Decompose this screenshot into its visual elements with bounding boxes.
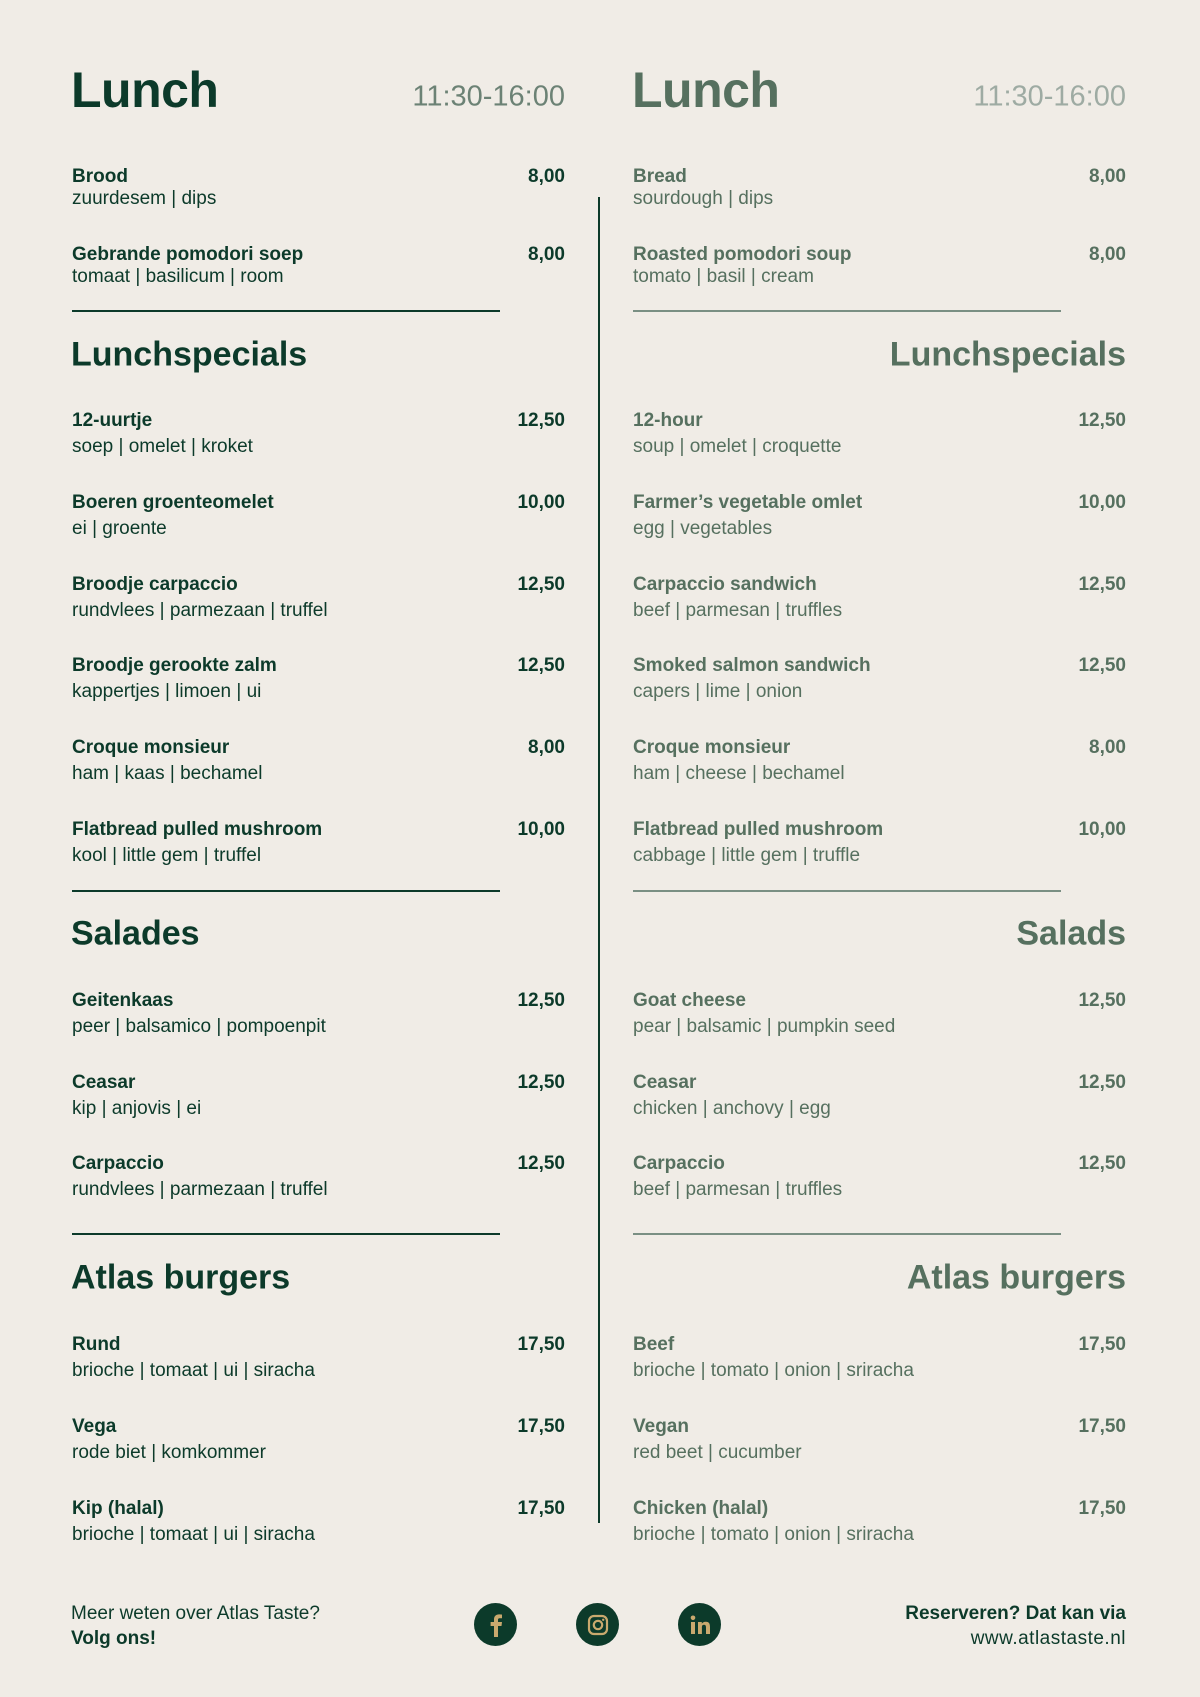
section-heading: Lunchspecials (889, 335, 1126, 374)
item-name: Broodje gerookte zalm (72, 655, 277, 676)
item-name: Brood (72, 166, 128, 187)
item-price: 8,00 (1089, 166, 1126, 187)
item-description: pear | balsamic | pumpkin seed (633, 1016, 896, 1037)
item-description: ham | cheese | bechamel (633, 763, 845, 784)
item-name: Broodje carpaccio (72, 574, 238, 595)
item-name: Carpaccio sandwich (633, 574, 817, 595)
section-heading: Atlas burgers (71, 1258, 291, 1297)
item-name: Croque monsieur (72, 737, 230, 758)
item-name: 12-uurtje (72, 410, 153, 431)
item-price: 12,50 (517, 410, 565, 431)
item-description: cabbage | little gem | truffle (633, 845, 861, 866)
footer-follow-text: Meer weten over Atlas Taste? (71, 1603, 320, 1624)
item-name: Smoked salmon sandwich (633, 655, 871, 676)
item-name: Ceasar (633, 1072, 697, 1093)
item-description: ham | kaas | bechamel (72, 763, 263, 784)
item-name: Flatbread pulled mushroom (633, 819, 884, 840)
item-name: Goat cheese (633, 990, 746, 1011)
item-description: chicken | anchovy | egg (633, 1098, 831, 1119)
item-price: 8,00 (1089, 244, 1126, 265)
item-name: Beef (633, 1334, 675, 1355)
item-description: egg | vegetables (633, 518, 773, 539)
item-price: 17,50 (517, 1498, 565, 1519)
item-name: Chicken (halal) (633, 1498, 769, 1519)
footer-reserve (905, 1601, 1126, 1651)
item-name: Gebrande pomodori soep (72, 244, 304, 265)
item-price: 8,00 (528, 166, 565, 187)
item-name: Flatbread pulled mushroom (72, 819, 323, 840)
item-price: 12,50 (517, 574, 565, 595)
item-price: 12,50 (1078, 574, 1126, 595)
item-description: rundvlees | parmezaan | truffel (72, 600, 328, 621)
section-heading: Salades (71, 914, 200, 953)
item-name: Geitenkaas (72, 990, 174, 1011)
item-price: 12,50 (1078, 990, 1126, 1011)
linkedin-button[interactable] (678, 1603, 721, 1646)
item-description: tomato | basil | cream (633, 266, 814, 287)
item-name: Vegan (633, 1416, 689, 1437)
item-description: sourdough | dips (633, 188, 774, 209)
facebook-button[interactable] (474, 1603, 517, 1646)
section-heading: Atlas burgers (906, 1258, 1126, 1297)
item-price: 17,50 (1078, 1498, 1126, 1519)
item-description: soup | omelet | croquette (633, 436, 842, 457)
item-name: Ceasar (72, 1072, 136, 1093)
menu-title: Lunch (632, 62, 780, 118)
section-rule (633, 310, 1061, 312)
item-description: brioche | tomato | onion | sriracha (633, 1524, 914, 1545)
footer-follow (71, 1601, 320, 1651)
item-price: 8,00 (528, 737, 565, 758)
item-price: 8,00 (1089, 737, 1126, 758)
item-price: 17,50 (517, 1416, 565, 1437)
opening-hours: 11:30-16:00 (973, 80, 1126, 113)
item-description: red beet | cucumber (633, 1442, 802, 1463)
section-rule (72, 1233, 500, 1235)
opening-hours: 11:30-16:00 (412, 80, 565, 113)
item-name: Bread (633, 166, 687, 187)
item-description: brioche | tomato | onion | sriracha (633, 1360, 914, 1381)
item-price: 12,50 (517, 655, 565, 676)
item-name: Croque monsieur (633, 737, 791, 758)
item-name: Carpaccio (633, 1153, 725, 1174)
column-divider (598, 197, 600, 1523)
item-name: Boeren groenteomelet (72, 492, 274, 513)
item-name: Vega (72, 1416, 117, 1437)
section-rule (72, 310, 500, 312)
item-name: 12-hour (633, 410, 703, 431)
linkedin-icon (688, 1613, 712, 1637)
item-price: 17,50 (1078, 1334, 1126, 1355)
footer-website-link[interactable]: www.atlastaste.nl (970, 1628, 1126, 1649)
section-rule (72, 890, 500, 892)
footer-reserve-text: Reserveren? Dat kan via (905, 1603, 1126, 1624)
item-price: 10,00 (517, 819, 565, 840)
item-price: 12,50 (1078, 1072, 1126, 1093)
item-description: rode biet | komkommer (72, 1442, 266, 1463)
item-description: brioche | tomaat | ui | siracha (72, 1360, 315, 1381)
item-name: Carpaccio (72, 1153, 164, 1174)
item-price: 10,00 (1078, 819, 1126, 840)
item-description: beef | parmesan | truffles (633, 1179, 843, 1200)
item-description: zuurdesem | dips (72, 188, 217, 209)
item-price: 12,50 (517, 1153, 565, 1174)
item-name: Roasted pomodori soup (633, 244, 852, 265)
section-rule (633, 890, 1061, 892)
instagram-icon (586, 1613, 610, 1637)
instagram-button[interactable] (576, 1603, 619, 1646)
item-description: kip | anjovis | ei (72, 1098, 202, 1119)
section-heading: Lunchspecials (71, 335, 308, 374)
item-description: brioche | tomaat | ui | siracha (72, 1524, 315, 1545)
section-rule (633, 1233, 1061, 1235)
item-price: 8,00 (528, 244, 565, 265)
item-description: beef | parmesan | truffles (633, 600, 843, 621)
item-price: 10,00 (1078, 492, 1126, 513)
item-name: Rund (72, 1334, 121, 1355)
item-description: capers | lime | onion (633, 681, 803, 702)
item-description: rundvlees | parmezaan | truffel (72, 1179, 328, 1200)
item-price: 10,00 (517, 492, 565, 513)
item-name: Kip (halal) (72, 1498, 164, 1519)
footer-follow-cta: Volg ons! (71, 1628, 157, 1649)
item-price: 12,50 (1078, 1153, 1126, 1174)
item-description: kool | little gem | truffel (72, 845, 262, 866)
item-price: 17,50 (517, 1334, 565, 1355)
section-heading: Salads (1016, 914, 1126, 953)
item-price: 12,50 (1078, 655, 1126, 676)
item-price: 12,50 (517, 990, 565, 1011)
item-description: kappertjes | limoen | ui (72, 681, 262, 702)
facebook-icon (485, 1613, 507, 1637)
item-name: Farmer’s vegetable omlet (633, 492, 863, 513)
item-price: 17,50 (1078, 1416, 1126, 1437)
menu-title: Lunch (71, 62, 219, 118)
item-price: 12,50 (517, 1072, 565, 1093)
item-description: tomaat | basilicum | room (72, 266, 284, 287)
item-price: 12,50 (1078, 410, 1126, 431)
item-description: soep | omelet | kroket (72, 436, 253, 457)
item-description: peer | balsamico | pompoenpit (72, 1016, 326, 1037)
item-description: ei | groente (72, 518, 167, 539)
